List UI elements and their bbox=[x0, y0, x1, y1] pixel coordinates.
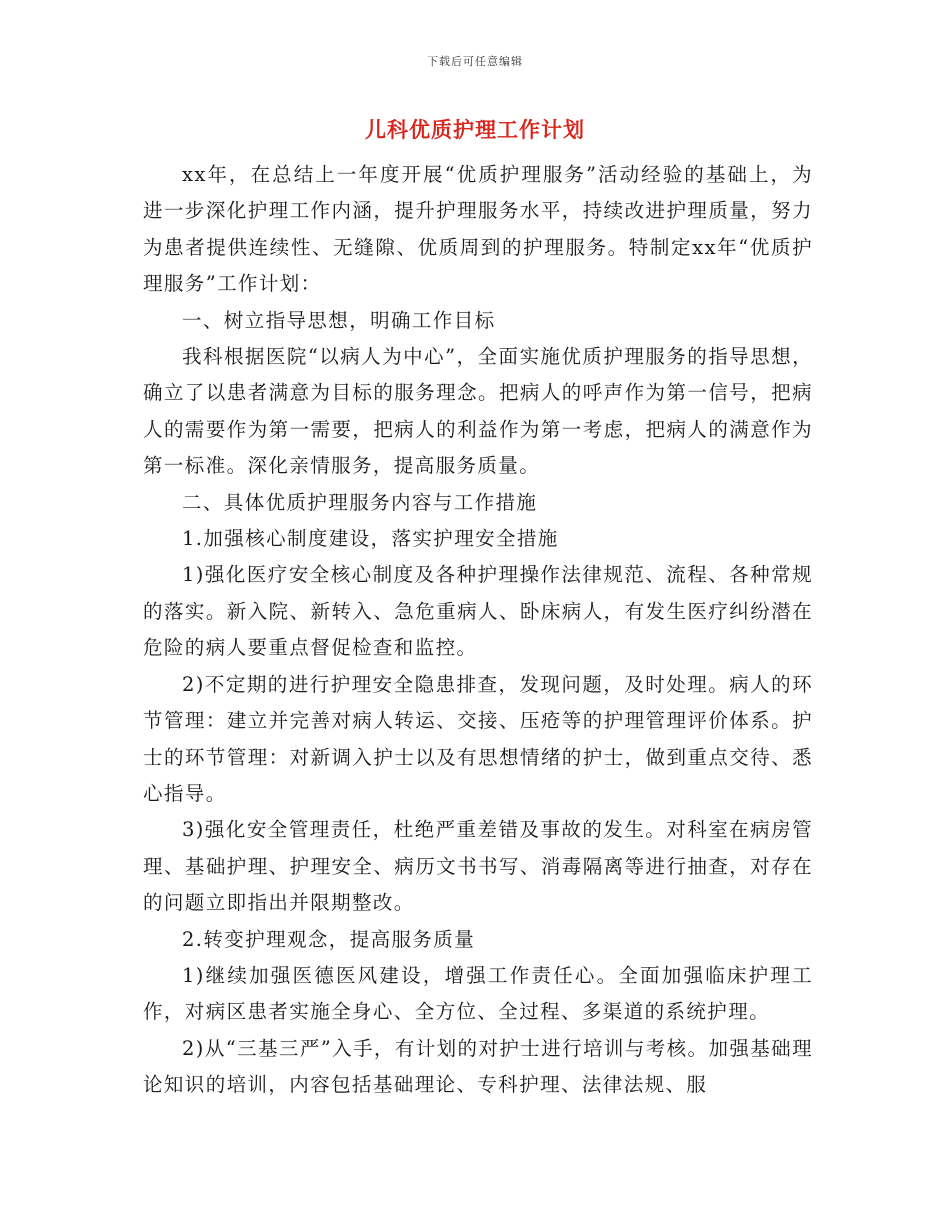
subheading-2: 2.转变护理观念，提高服务质量 bbox=[182, 927, 476, 951]
paragraph-guiding-thought: 我科根据医院“以病人为中心”，全面实施优质护理服务的指导思想，确立了以患者满意为目标的服务理念。把病人的呼声作为第一信号，把病人的需要作为第一需要，把病人的利益作为第一考虑，把病人的满意作为第一标准。深化亲情服务，提高服务质量。 bbox=[143, 345, 813, 478]
list-item-1-3: 3)强化安全管理责任，杜绝严重差错及事故的发生。对科室在病房管理、基础护理、护理安全、病历文书书写、消毒隔离等进行抽查，对存在的问题立即指出并限期整改。 bbox=[143, 818, 813, 915]
header-note: 下载后可任意编辑 bbox=[427, 55, 523, 68]
subheading-1: 1.加强核心制度建设，落实护理安全措施 bbox=[182, 527, 559, 551]
document-body bbox=[143, 157, 813, 1104]
list-item-2-2: 2)从“三基三严”入手，有计划的对护士进行培训与考核。加强基础理论知识的培训，内容包括基础理论、专科护理、法律法规、服 bbox=[143, 1036, 813, 1097]
section-heading-1: 一、树立指导思想，明确工作目标 bbox=[182, 308, 496, 332]
list-item-1-2: 2)不定期的进行护理安全隐患排查，发现问题，及时处理。病人的环节管理：建立并完善对病人转运、交接、压疮等的护理管理评价体系。护士的环节管理：对新调入护士以及有思想情绪的护士，做到重点交待、悉心指导。 bbox=[143, 672, 813, 805]
document-title: 儿科优质护理工作计划 bbox=[365, 117, 585, 142]
section-heading-2: 二、具体优质护理服务内容与工作措施 bbox=[182, 490, 538, 514]
paragraph-intro: xx年，在总结上一年度开展“优质护理服务”活动经验的基础上，为进一步深化护理工作内涵，提升护理服务水平，持续改进护理质量，努力为患者提供连续性、无缝隙、优质周到的护理服务。特制定xx年“优质护理服务”工作计划： bbox=[143, 163, 813, 296]
list-item-2-1: 1)继续加强医德医风建设，增强工作责任心。全面加强临床护理工作，对病区患者实施全身心、全方位、全过程、多渠道的系统护理。 bbox=[143, 963, 813, 1024]
list-item-1-1: 1)强化医疗安全核心制度及各种护理操作法律规范、流程、各种常规的落实。新入院、新转入、急危重病人、卧床病人，有发生医疗纠纷潜在危险的病人要重点督促检查和监控。 bbox=[143, 563, 813, 660]
